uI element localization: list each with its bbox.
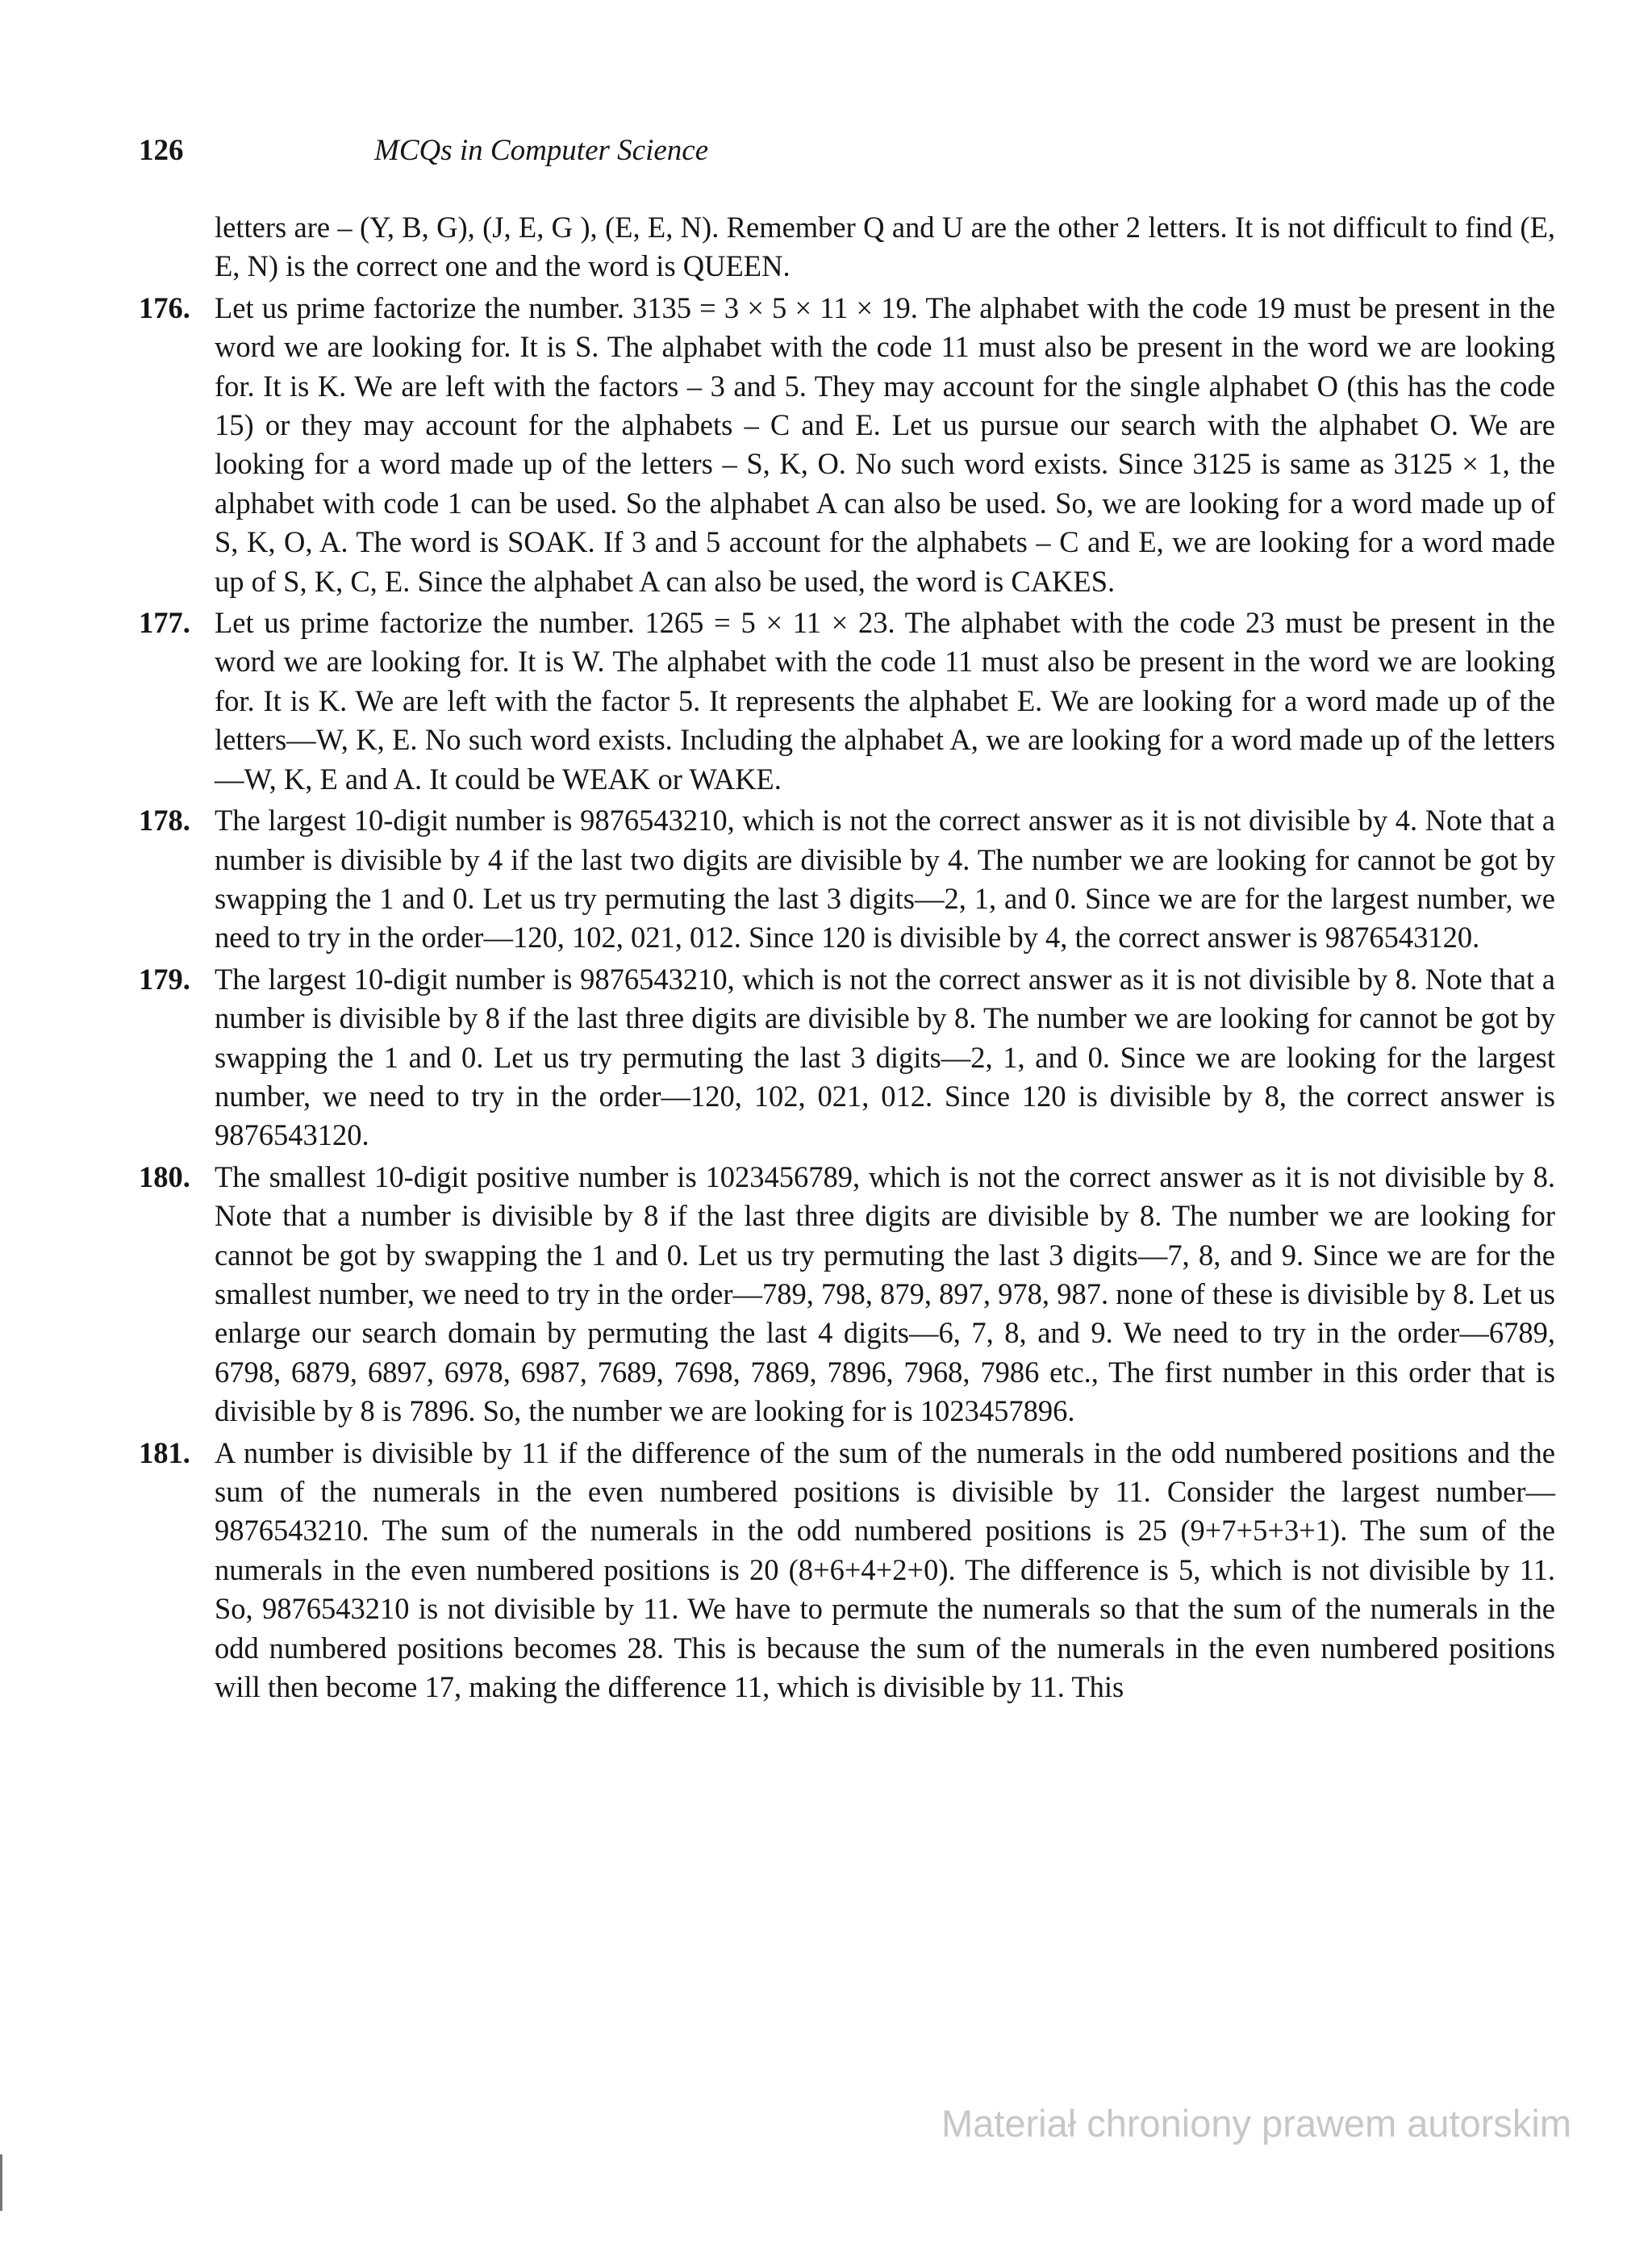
answer-181 [139,1434,1555,1707]
page-number: 126 [139,134,184,167]
answer-number: 177. [139,606,190,640]
scan-edge-mark [0,2154,2,2211]
answer-180 [139,1158,1555,1431]
answer-176 [139,289,1555,601]
running-title: MCQs in Computer Science [374,134,709,167]
answer-number: 180. [139,1159,190,1193]
answer-178 [139,801,1555,958]
answer-177 [139,604,1555,799]
answer-number: 178. [139,804,190,838]
copyright-watermark: Materiał chroniony prawem autorskim [941,2102,1571,2145]
body-text [139,208,1555,1709]
paragraph-continuation [139,208,1555,286]
answer-text: Let us prime factorize the number. 1265 = 5 × 11 × 23. The alphabet with the code 23 must be present in the word we are looking for. It is W. The alphabet with the code 11 must also be present in the word we are looking for. It is K. We are left with the factor 5. It represents the alphabet E. We are looking for a word made up of the letters—W, K, E. No such word exists. Including the alphabet A, we are looking for a word made up of the letters—W, K, E and A. It could be WEAK or WAKE. [215,606,1555,796]
page-header [139,129,1558,178]
answer-text: The largest 10-digit number is 9876543210, which is not the correct answer as it is not divisible by 4. Note that a number is divisible by 4 if the last two digits are divisible by 4. The number we are looking for cannot be got by swapping the 1 and 0. Let us try permuting the last 3 digits—2, 1, and 0. Since we are for the largest number, we need to try in the order—120, 102, 021, 012. Since 120 is divisible by 4, the correct answer is 9876543120. [215,804,1555,955]
answer-text: Let us prime factorize the number. 3135 = 3 × 5 × 11 × 19. The alphabet with the code 19 must be present in the word we are looking for. It is S. The alphabet with the code 11 must also be present in the word we are looking for. It is K. We are left with the factors – 3 and 5. They may account for the single alphabet O (this has the code 15) or they may account for the alphabets – C and E. Let us pursue our search with the alphabet O. We are looking for a word made up of the letters – S, K, O. No such word exists. Since 3125 is same as 3125 × 1, the alphabet with code 1 can be used. So the alphabet A can also be used. So, we are looking for a word made up of S, K, O, A. The word is SOAK. If 3 and 5 account for the alphabets – C and E, we are looking for a word made up of S, K, C, E. Since the alphabet A can also be used, the word is CAKES. [215,290,1555,598]
answer-text: The largest 10-digit number is 9876543210, which is not the correct answer as it is not divisible by 8. Note that a number is divisible by 8 if the last three digits are divisible by 8. The number we are looking for cannot be got by swapping the 1 and 0. Let us try permuting the last 3 digits—2, 1, and 0. Since we are looking for the largest number, we need to try in the order—120, 102, 021, 012. Since 120 is divisible by 8, the correct answer is 9876543120. [215,962,1555,1152]
answer-number: 181. [139,1435,190,1469]
answer-179 [139,960,1555,1155]
answer-number: 179. [139,962,190,996]
paragraph-text: letters are – (Y, B, G), (J, E, G ), (E, E, N). Remember Q and U are the other 2 letters. It is not difficult to find (E, E, N) is the correct one and the word is QUEEN. [215,211,1555,283]
answer-text: A number is divisible by 11 if the difference of the sum of the numerals in the odd numbered positions and the sum of the numerals in the even numbered positions is divisible by 11. Consider the largest number—9876543210. The sum of the numerals in the odd numbered positions is 25 (9+7+5+3+1). The sum of the numerals in the even numbered positions is 20 (8+6+4+2+0). The difference is 5, which is not divisible by 11. So, 9876543210 is not divisible by 11. We have to permute the numerals so that the sum of the numerals in the odd numbered positions becomes 28. This is because the sum of the numerals in the even numbered positions will then become 17, making the difference 11, which is divisible by 11. This [215,1435,1555,1704]
answer-number: 176. [139,290,190,324]
answer-text: The smallest 10-digit positive number is 1023456789, which is not the correct answer as it is not divisible by 8. Note that a number is divisible by 8 if the last three digits are divisible by 8. The number we are looking for cannot be got by swapping the 1 and 0. Let us try permuting the last 3 digits—7, 8, and 9. Since we are for the smallest number, we need to try in the order—789, 798, 879, 897, 978, 987. none of these is divisible by 8. Let us enlarge our search domain by permuting the last 4 digits—6, 7, 8, and 9. We need to try in the order—6789, 6798, 6879, 6897, 6978, 6987, 7689, 7698, 7869, 7896, 7968, 7986 etc., The first number in this order that is divisible by 8 is 7896. So, the number we are looking for is 1023457896. [215,1159,1555,1428]
